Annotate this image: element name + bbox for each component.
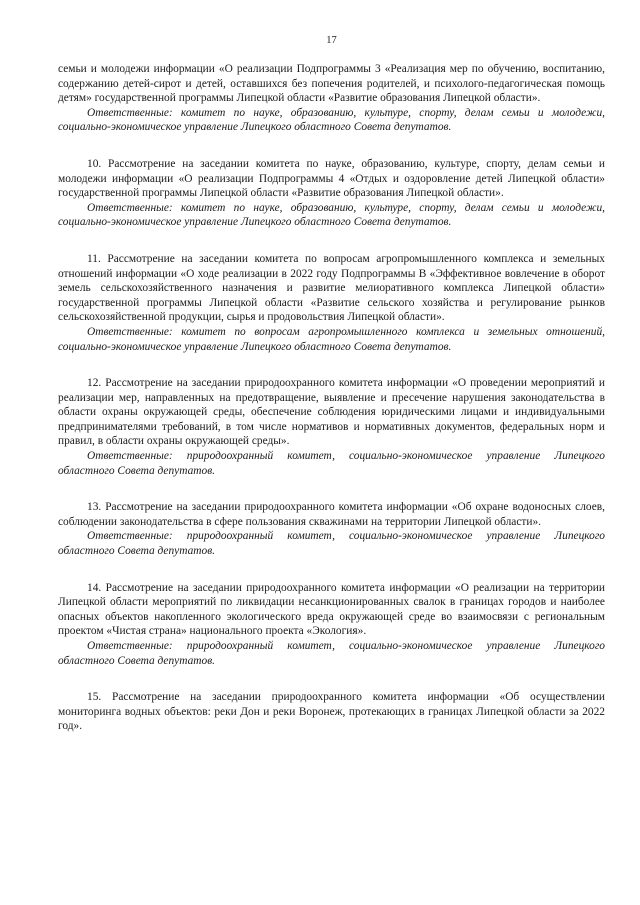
agenda-item-text: 10. Рассмотрение на заседании комитета по науке, образованию, культуре, спорту, делам семьи и молодежи информации «О реализации Подпрограммы 4 «Отдых и оздоровление детей Липецкой области» государственной программы Липецкой области «Развитие образования Липецкой области». xyxy=(58,157,605,200)
agenda-item-12 xyxy=(58,376,605,478)
agenda-item-text: 13. Рассмотрение на заседании природоохранного комитета информации «Об охране водоносных слоев, соблюдении законодательства в сфере пользования скважинами на территории Липецкой области». xyxy=(58,501,605,528)
responsible-parties: Ответственные: комитет по вопросам агропромышленного комплекса и земельных отношений, социально-экономическое управление Липецкого областного Совета депутатов. xyxy=(58,325,605,353)
responsible-parties: Ответственные: природоохранный комитет, социально-экономическое управление Липецкого областного Совета депутатов. xyxy=(58,640,605,667)
agenda-item-text: 12. Рассмотрение на заседании природоохранного комитета информации «О проведении мероприятий и реализации мер, направленных на предотвращение, выявление и пресечение нарушения законодательства в области охраны окружающей среды, обеспечение соблюдения юридическими лицами и индивидуальными предпринимателями требований, в том числе нормативов и нормативных документов, федеральных норм и правил, в области охраны окружающей среды». xyxy=(58,377,605,448)
agenda-item-text: 15. Рассмотрение на заседании природоохранного комитета информации «Об осуществлении мониторинга водных объектов: реки Дон и реки Воронеж, протекающих в границах Липецкой области за 2022 год». xyxy=(58,691,605,733)
responsible-parties: Ответственные: комитет по науке, образованию, культуре, спорту, делам семьи и молодежи, социально-экономическое управление Липецкого областного Совета депутатов. xyxy=(58,106,605,134)
agenda-item-10 xyxy=(58,157,605,230)
responsible-parties: Ответственные: комитет по науке, образованию, культуре, спорту, делам семьи и молодежи, социально-экономическое управление Липецкого областного Совета депутатов. xyxy=(58,201,605,229)
agenda-item-text: 14. Рассмотрение на заседании природоохранного комитета информации «О реализации на территории Липецкой области мероприятий по ликвидации несанкционированных свалок в границах городов и наиболее опасных объектов накопленного экологического вреда окружающей среде во взаимосвязи с региональным проектом «Чистая страна» национального проекта «Экология». xyxy=(58,581,605,638)
agenda-item-text: 11. Рассмотрение на заседании комитета по вопросам агропромышленного комплекса и земельных отношений информации «О ходе реализации в 2022 году Подпрограммы В «Эффективное вовлечение в оборот земель сельскохозяйственного назначения и развитие мелиоративного комплекса Липецкой области» государственной программы Липецкой области «Развитие сельского хозяйства и регулирование рынков сельскохозяйственной продукции, сырья и продовольствия Липецкой области». xyxy=(58,252,605,324)
agenda-item-11 xyxy=(58,252,605,354)
responsible-parties: Ответственные: природоохранный комитет, социально-экономическое управление Липецкого областного Совета депутатов. xyxy=(58,530,605,558)
agenda-item-13 xyxy=(58,500,605,558)
agenda-item-15 xyxy=(58,690,605,734)
responsible-parties: Ответственные: природоохранный комитет, социально-экономическое управление Липецкого областного Совета депутатов. xyxy=(58,450,605,477)
agenda-item-text: семьи и молодежи информации «О реализации Подпрограммы 3 «Реализация мер по обучению, воспитанию, содержанию детей-сирот и детей, оставшихся без попечения родителей, и психолого-педагогическая помощь детям» государственной программы Липецкой области «Развитие образования Липецкой области». xyxy=(58,63,605,105)
page-number: 17 xyxy=(326,35,337,46)
agenda-item-14 xyxy=(58,581,605,669)
agenda-item-9-continued xyxy=(58,62,605,135)
document-page xyxy=(58,34,605,734)
